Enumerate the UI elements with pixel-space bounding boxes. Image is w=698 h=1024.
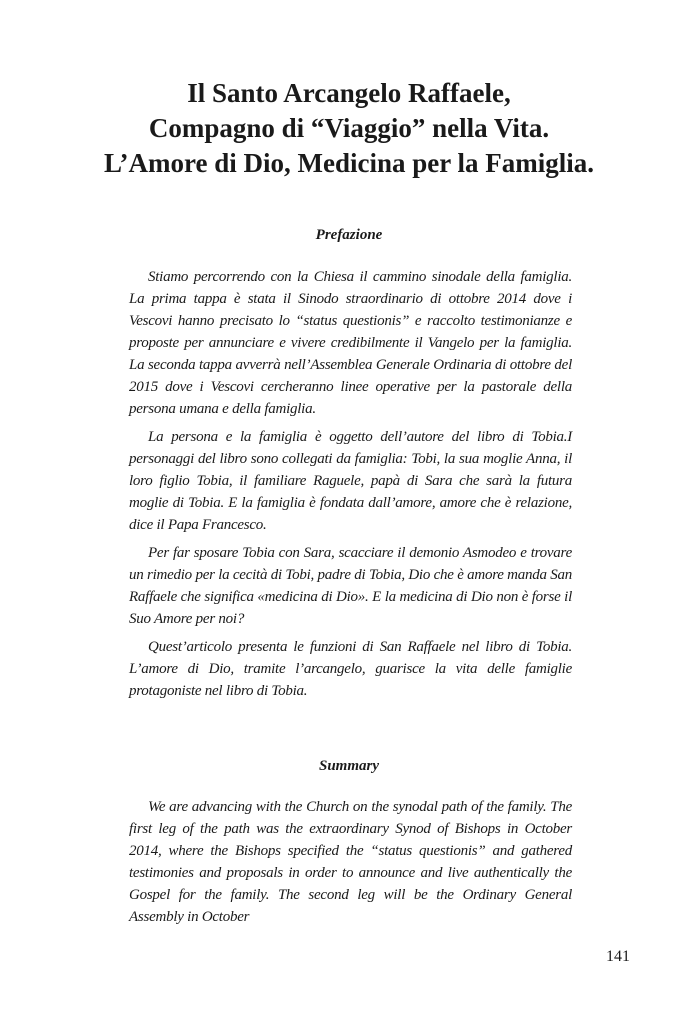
summary-heading: Summary [318,758,379,774]
article-title [0,76,698,181]
prefazione-paragraph-3: Per far sposare Tobia con Sara, scacciare il demonio Asmodeo e trovare un rimedio per la cecità di Tobi, padre di Tobia, Dio che è amore manda San Raffaele che significa «medicina di Dio». E la medicina di Dio non è forse il Suo Amore per noi? [129,545,572,627]
page-number: 141 [606,948,630,965]
title-line-1: Il Santo Arcangelo Raffaele, [187,78,511,108]
prefazione-paragraph-2: La persona e la famiglia è oggetto dell’autore del libro di Tobia.I personaggi del libro sono collegati da famiglia: Tobi, la sua moglie Anna, il loro figlio Tobia, il familiare Raguele, papà di Sara che sarà la futura moglie di Tobia. E la famiglia è fondata dall’amore, amore che è relazione, dice il Papa Francesco. [129,429,572,533]
title-line-3: L’Amore di Dio, Medicina per la Famiglia. [104,148,594,178]
prefazione-paragraph-1: Stiamo percorrendo con la Chiesa il cammino sinodale della famiglia. La prima tappa è stata il Sinodo straordinario di ottobre 2014 dove i Vescovi hanno precisato lo “status questionis” e raccolto testimonianze e proposte per annunciare e vivere credibilmente il Vangelo per la famiglia. La seconda tappa avverrà nell’Assemblea Generale Ordinaria di ottobre del 2015 dove i Vescovi cercheranno linee operative per la pastorale della persona umana e della famiglia. [129,269,572,417]
prefazione-paragraph-4: Quest’articolo presenta le funzioni di San Raffaele nel libro di Tobia. L’amore di Dio, tramite l’arcangelo, guarisce la vita delle famiglie protagoniste nel libro di Tobia. [129,639,572,699]
prefazione-heading: Prefazione [315,227,383,243]
title-line-2: Compagno di “Viaggio” nella Vita. [148,113,550,143]
prefazione-body [129,266,572,708]
summary-body [129,796,572,934]
summary-paragraph-1: We are advancing with the Church on the synodal path of the family. The first leg of the path was the extraordinary Synod of Bishops in October 2014, where the Bishops specified the “status questionis” and gathered testimonies and proposals in order to announce and live authentically the Gospel for the family. The second leg will be the Ordinary General Assembly in October [129,799,572,925]
